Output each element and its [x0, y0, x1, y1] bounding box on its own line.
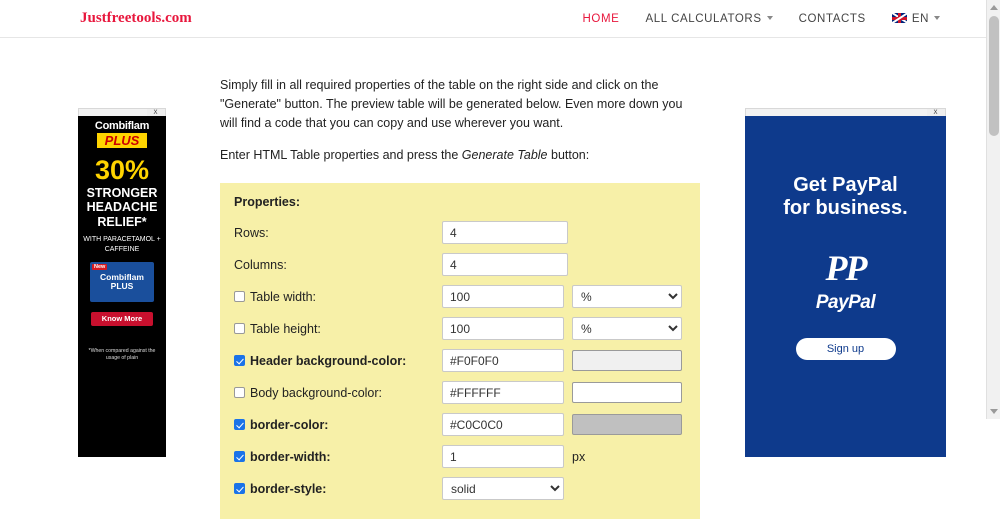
ad-product-pack [90, 262, 154, 302]
intro-paragraph-1: Simply fill in all required properties of the table on the right side and click on the "Generate" button. The preview table will be generated below. Even more down you will find a code that you can copy and use wherever you want. [220, 78, 683, 130]
page-scrollbar[interactable] [986, 0, 1000, 419]
paypal-signup-button[interactable]: Sign up [796, 338, 896, 360]
table-width-checkbox[interactable] [234, 291, 245, 302]
border-style-select[interactable] [442, 477, 564, 500]
table-width-input[interactable] [442, 285, 564, 308]
table-width-label: Table width: [234, 290, 442, 304]
row-rows [234, 221, 686, 244]
ad-headline-text: STRONGER HEADACHE RELIEF* [86, 186, 158, 229]
nav-item-home[interactable]: HOME [582, 12, 620, 25]
language-selector[interactable]: EN [892, 13, 940, 25]
paypal-wordmark: PayPal [815, 292, 876, 313]
header-bg-input[interactable] [442, 349, 564, 372]
row-columns [234, 253, 686, 276]
main-navigation [583, 13, 940, 25]
columns-input[interactable] [442, 253, 568, 276]
table-height-unit-select[interactable] [572, 317, 682, 340]
chevron-down-icon [767, 16, 773, 20]
site-header [0, 0, 1000, 38]
header-bg-label: Header background-color: [234, 354, 442, 368]
ad-top-bar [745, 108, 946, 116]
table-height-input[interactable] [442, 317, 564, 340]
border-style-label: border-style: [234, 482, 442, 496]
row-border-style [234, 477, 686, 500]
ad-brand: Combiflam [94, 120, 150, 132]
border-style-checkbox[interactable] [234, 483, 245, 494]
ad-headline-number: 30% [94, 155, 150, 185]
scroll-up-arrow-icon[interactable] [990, 5, 998, 10]
ad-cta-button[interactable]: Know More [91, 312, 153, 326]
ad-close-icon[interactable]: X [147, 109, 165, 117]
rows-input[interactable] [442, 221, 568, 244]
border-color-checkbox[interactable] [234, 419, 245, 430]
body-bg-swatch[interactable] [572, 382, 682, 403]
panel-title: Properties: [234, 195, 300, 209]
border-width-unit: px [572, 449, 586, 464]
ad-close-icon[interactable]: X [927, 109, 945, 117]
header-bg-swatch[interactable] [572, 350, 682, 371]
table-width-unit-select[interactable] [572, 285, 682, 308]
border-color-swatch[interactable] [572, 414, 682, 435]
row-header-background-color [234, 349, 686, 372]
intro-paragraph-2: Enter HTML Table properties and press the Generate Table button: [220, 148, 590, 163]
ad-new-badge: New [94, 264, 106, 270]
left-ad-banner[interactable] [78, 108, 166, 457]
body-bg-label: Body background-color: [234, 386, 442, 400]
header-bg-checkbox[interactable] [234, 355, 245, 366]
paypal-logo [745, 250, 946, 314]
border-color-label: border-color: [234, 418, 442, 432]
chevron-down-icon [934, 16, 940, 20]
paypal-mark-icon: PP [825, 248, 866, 288]
ad-pack-brand: Combiflam PLUS [100, 272, 144, 292]
ad-fine-print: *When compared against the usage of plain [88, 348, 156, 361]
ad-top-bar [78, 108, 166, 116]
rows-label: Rows: [234, 225, 269, 240]
page-body [0, 38, 1000, 496]
row-body-background-color [234, 381, 686, 404]
row-table-width [234, 285, 686, 308]
border-width-checkbox[interactable] [234, 451, 245, 462]
border-width-label: border-width: [234, 450, 442, 464]
site-logo[interactable]: Justfreetools.com [80, 10, 192, 26]
table-height-label: Table height: [234, 322, 442, 336]
columns-label: Columns: [234, 257, 287, 272]
uk-flag-icon [892, 13, 907, 23]
paypal-ad-headline: Get PayPal for business. [783, 174, 908, 219]
properties-panel [220, 183, 700, 519]
border-color-input[interactable] [442, 413, 564, 436]
table-height-checkbox[interactable] [234, 323, 245, 334]
nav-item-contacts[interactable]: CONTACTS [798, 12, 866, 25]
row-border-color [234, 413, 686, 436]
scroll-down-arrow-icon[interactable] [990, 409, 998, 414]
right-ad-creative[interactable] [745, 116, 946, 457]
right-ad-banner[interactable] [745, 108, 946, 457]
scrollbar-thumb[interactable] [989, 16, 999, 136]
main-content [220, 76, 700, 519]
row-border-width [234, 445, 686, 468]
row-table-height [234, 317, 686, 340]
border-width-input[interactable] [442, 445, 564, 468]
left-ad-creative[interactable] [78, 116, 166, 457]
ad-brand-plus: PLUS [97, 133, 148, 148]
body-bg-checkbox[interactable] [234, 387, 245, 398]
body-bg-input[interactable] [442, 381, 564, 404]
nav-item-all-calculators[interactable]: ALL CALCULATORS [645, 13, 772, 25]
ad-ingredients: WITH PARACETAMOL + CAFFEINE [83, 236, 161, 253]
